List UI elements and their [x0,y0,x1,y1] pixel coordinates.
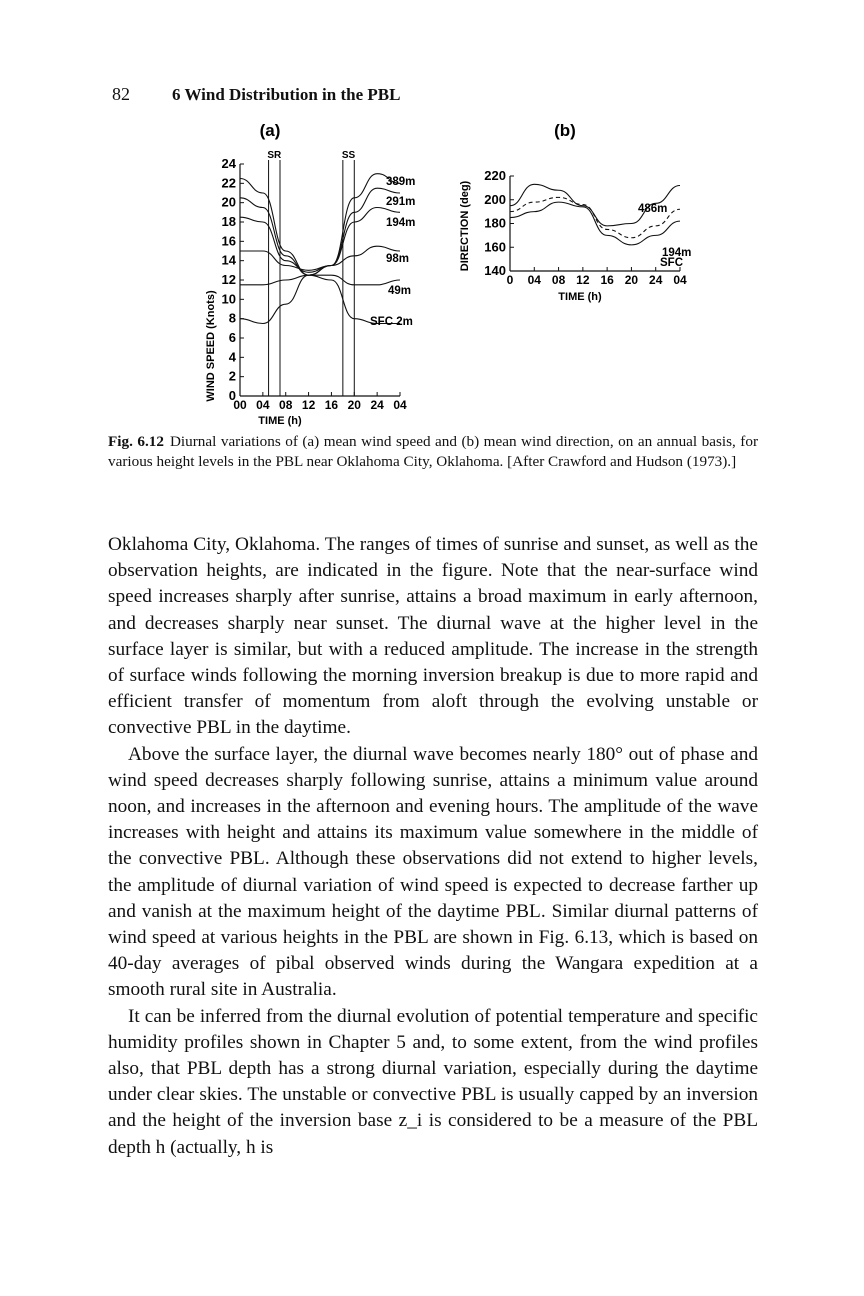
caption-text: Diurnal variations of (a) mean wind speed and (b) mean wind direction, on an annual basis, for various height levels in the PBL near Oklahoma City, Oklahoma. [After Crawford and Hudson (1973).] [108,433,759,470]
panel-a-series-label: 194m [386,217,416,229]
panel-a-marker-sr: SR [267,150,282,161]
panel-b-xtick-label: 0 [506,273,514,287]
panel-a-ytick-label: 8 [228,310,236,326]
panel-b-axes [484,168,687,287]
panel-a-ytick-label: 10 [221,291,236,307]
panel-a-ytick-label: 0 [228,388,236,403]
panel-b-ytick-label: 140 [484,263,506,278]
panel-a-xtick-label: 20 [347,398,361,412]
panel-b-series [510,184,691,269]
panel-a-series-label: 291m [386,196,416,208]
figure-caption [108,432,758,472]
panel-a-axes [221,150,410,412]
running-title: 6 Wind Distribution in the PBL [172,85,401,104]
panel-a-xtick-label: 12 [301,398,316,412]
panel-a-series-line [240,275,400,285]
panel-a-xtick-label: 04 [393,398,407,412]
panel-a-ytick-label: 12 [221,272,236,287]
panel-a-series-line [240,208,400,273]
panel-b-xtick-label: 12 [576,273,590,287]
panel-a-series-label: 98m [386,253,410,265]
body-text [108,532,758,1161]
panel-a-ytick-label: 16 [221,233,236,249]
panel-a-series-label: SFC 2m [370,316,413,328]
panel-a-ytick-label: 22 [221,175,236,191]
caption-label: Fig. 6.12 [108,433,164,450]
panel-a-ytick-label: 2 [228,368,236,384]
panel-b-xtick-label: 24 [649,273,663,287]
panel-b-ytick-label: 160 [484,239,506,255]
panel-a-xtick-label: 24 [370,398,384,412]
panel-b-series-label: 194m [662,247,692,259]
panel-a-series [240,174,415,328]
panel-a-xtick-label: 16 [324,398,339,412]
panel-a-xtick-label: 00 [233,398,247,412]
running-header [112,84,400,105]
panel-a-ylabel: WIND SPEED (Knots) [205,290,217,402]
chart-wind-speed [150,116,450,436]
panel-a-xtick-label: 08 [279,398,293,412]
paragraph-2: Above the surface layer, the diurnal wave becomes nearly 180° out of phase and wind speed decreases sharply following sunrise, attains a minimum value around noon, and increases in the afternoon and evening hours. The amplitude of the wave increases with height and attains its maximum value somewhere in the middle of the convective PBL. Although these observations did not extend to higher levels, the amplitude of diurnal variation of wind speed is expected to decrease farther up and vanish at the maximum height of the daytime PBL. Similar diurnal patterns of wind speed at various heights in the PBL are shown in Fig. 6.13, which is based on 40-day averages of pibal observed winds during the Wangara expedition at a smooth rural site in Australia. [108,743,758,1001]
panel-a-xtick-label: 04 [256,398,270,412]
panel-b-ytick-label: 220 [484,168,506,183]
panel-a-series-label: 389m [386,176,416,188]
chart-wind-direction [450,116,710,316]
panel-a-series-line [240,246,400,270]
panel-a-xlabel: TIME (h) [258,415,302,427]
panel-a-series-line [240,188,400,275]
panel-a-ytick-label: 4 [228,349,236,365]
paragraph-3: It can be inferred from the diurnal evolution of potential temperature and specific humidity profiles shown in Chapter 5 and, to some extent, from the wind profiles also, that PBL depth has a strong diurnal variation, especially during the daytime under clear skies. The unstable or convective PBL is usually capped by an inversion and the height of the inversion base z_i is considered to be a measure of the PBL depth h (actually, h is [108,1005,758,1158]
panel-b-label: (b) [554,121,576,140]
panel-a-ytick-label: 6 [228,330,236,345]
panel-b-series-label: 486m [638,203,668,215]
panel-b-series-label: SFC [660,257,683,269]
panel-b-xtick-label: 04 [673,273,687,287]
panel-a-ytick-label: 14 [221,252,236,268]
panel-a-series-line [240,174,400,276]
panel-b-xtick-label: 20 [624,273,639,287]
panel-b-ylabel: DIRECTION (deg) [459,180,471,272]
panel-b-xtick-label: 08 [551,273,566,287]
paragraph-1: Oklahoma City, Oklahoma. The ranges of times of sunrise and sunset, as well as the observation heights, are indicated in the figure. Note that the near-surface wind speed increases sharply after sunrise, attains a broad maximum in early afternoon, and decreases sharply near sunset. The diurnal wave at the higher level in the surface layer is similar, but with a reduced amplitude. The increase in the strength of surface winds following the morning inversion breakup is due to more rapid and efficient transfer of momentum from aloft through the evolving unstable or convective PBL in the daytime. [108,534,758,739]
panel-b-ytick-label: 180 [484,215,506,231]
figure-6-12 [150,116,710,436]
panel-a-ytick-label: 18 [221,214,236,229]
page-number: 82 [112,84,130,104]
panel-a-ytick-label: 24 [221,156,236,171]
panel-a-series-label: 49m [388,285,412,297]
panel-b-xtick-label: 04 [527,273,541,287]
panel-a-ytick-label: 20 [221,194,236,210]
panel-b-ytick-label: 200 [484,191,506,207]
panel-a-marker-ss: SS [341,150,356,161]
panel-b-xtick-label: 16 [600,273,614,287]
panel-a-label: (a) [259,121,281,140]
panel-b-xlabel: TIME (h) [558,291,602,303]
